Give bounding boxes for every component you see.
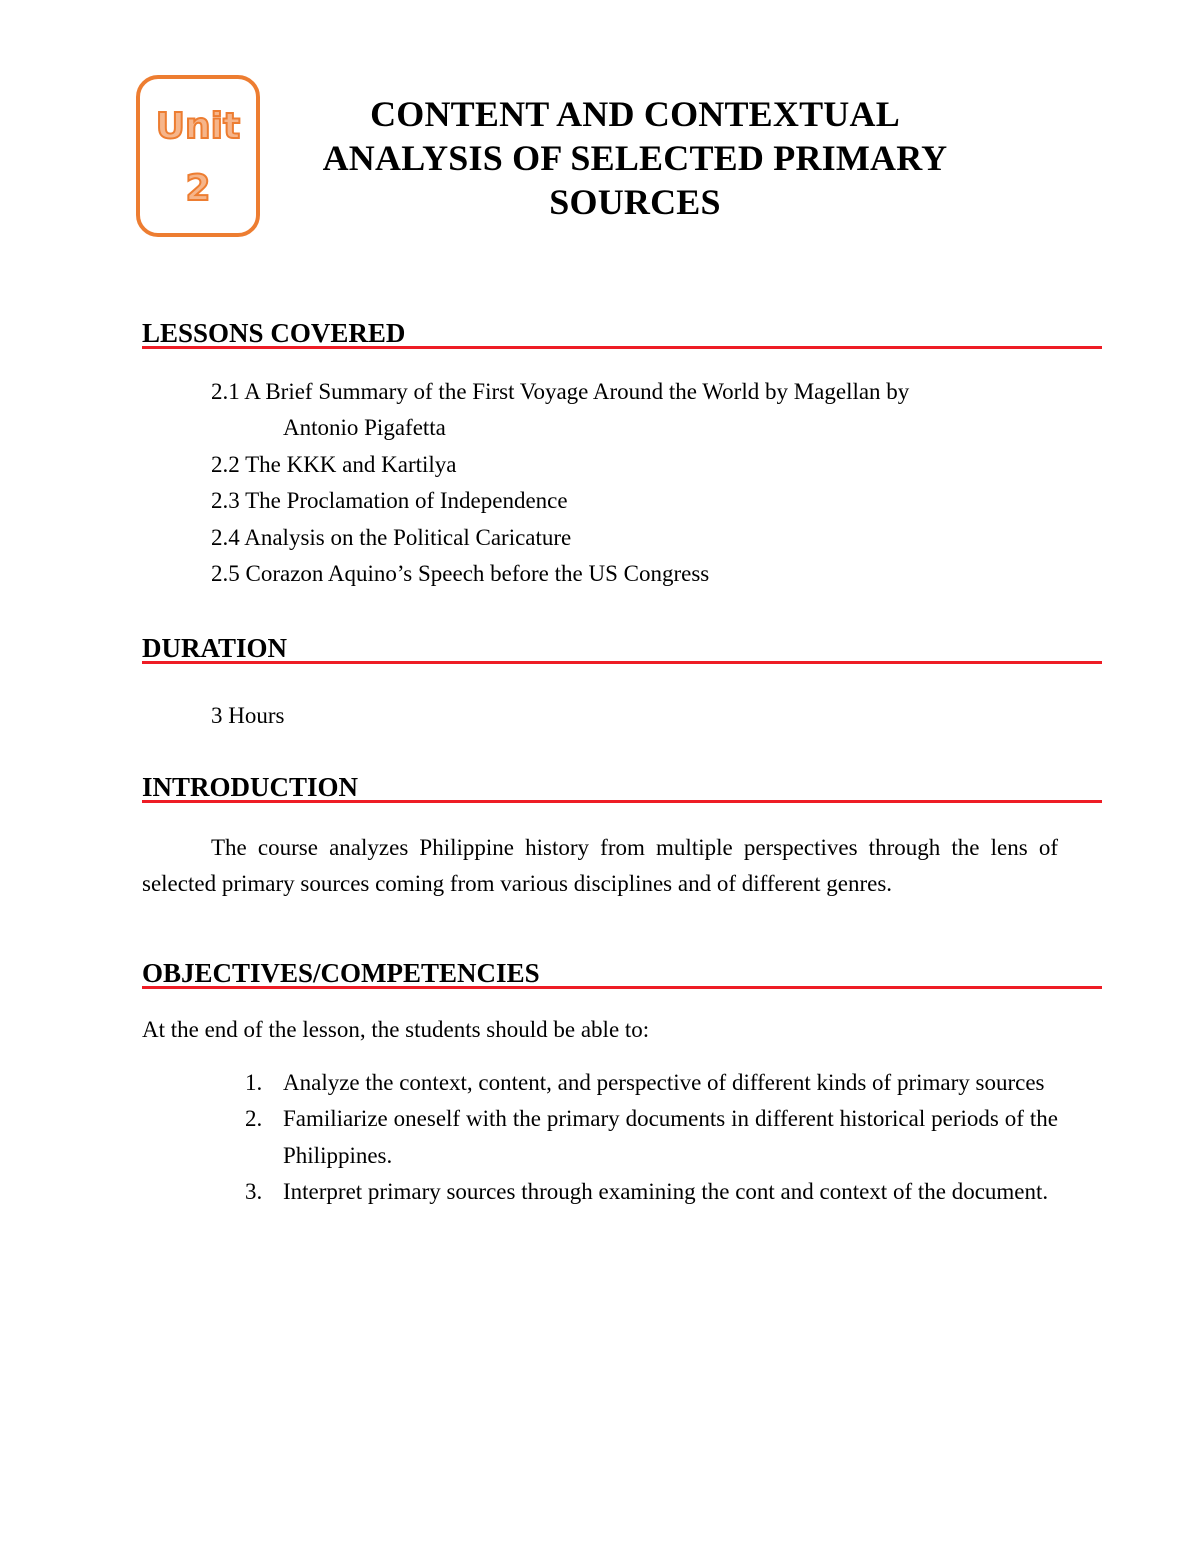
lesson-list — [211, 374, 1071, 592]
objective-item — [245, 1101, 1058, 1174]
objective-number: 2. — [245, 1106, 263, 1132]
lesson-item-text: 2.5 Corazon Aquino’s Speech before the US Congress — [211, 561, 710, 587]
title-line-2: ANALYSIS OF SELECTED PRIMARY — [322, 138, 948, 178]
lesson-item — [211, 483, 1071, 519]
lesson-item — [211, 447, 1071, 483]
lessons-heading-label: LESSONS COVERED — [142, 318, 406, 348]
objective-text: Familiarize oneself with the primary documents in different historical periods of the Philippines. — [283, 1106, 1058, 1168]
lesson-item — [211, 520, 1071, 556]
page-title — [270, 92, 1000, 224]
objective-text: Analyze the context, content, and perspective of different kinds of primary sources — [283, 1070, 1045, 1095]
lessons-heading — [142, 317, 1102, 349]
title-line-1: CONTENT AND CONTEXTUAL — [370, 94, 900, 134]
objective-text: Interpret primary sources through examining the cont and context of the document. — [283, 1179, 1049, 1205]
lesson-item-text: 2.3 The Proclamation of Independence — [211, 488, 568, 514]
unit-badge-number: 2 — [185, 168, 211, 209]
duration-value: 3 Hours — [211, 703, 285, 728]
duration-heading-label: DURATION — [142, 633, 288, 663]
objective-list — [245, 1065, 1058, 1211]
introduction-heading-label: INTRODUCTION — [142, 772, 359, 802]
lesson-item — [211, 374, 1071, 447]
lesson-item-text-continued: Antonio Pigafetta — [283, 415, 446, 441]
lesson-item — [211, 556, 1071, 592]
objectives-lead-text: At the end of the lesson, the students should be able to: — [142, 1017, 650, 1042]
duration-heading — [142, 632, 1102, 664]
title-line-3: SOURCES — [549, 182, 721, 222]
introduction-paragraph: The course analyzes Philippine history from multiple perspectives through the lens of selected primary sources coming from various disciplines and of different genres. — [142, 835, 1058, 896]
objectives-heading-label: OBJECTIVES/COMPETENCIES — [142, 958, 540, 988]
unit-badge — [136, 75, 260, 237]
lesson-item-text: 2.2 The KKK and Kartilya — [211, 451, 457, 477]
introduction-heading — [142, 771, 1102, 803]
objectives-heading — [142, 957, 1102, 989]
unit-badge-word: Unit — [155, 106, 241, 147]
lesson-item-text: 2.4 Analysis on the Political Caricature — [211, 524, 572, 550]
objective-number: 3. — [245, 1179, 263, 1205]
objective-number: 1. — [245, 1070, 263, 1095]
objective-item — [245, 1174, 1058, 1210]
lesson-item-text: 2.1 A Brief Summary of the First Voyage Around the World by Magellan by — [211, 379, 910, 404]
objective-item — [245, 1065, 1058, 1101]
